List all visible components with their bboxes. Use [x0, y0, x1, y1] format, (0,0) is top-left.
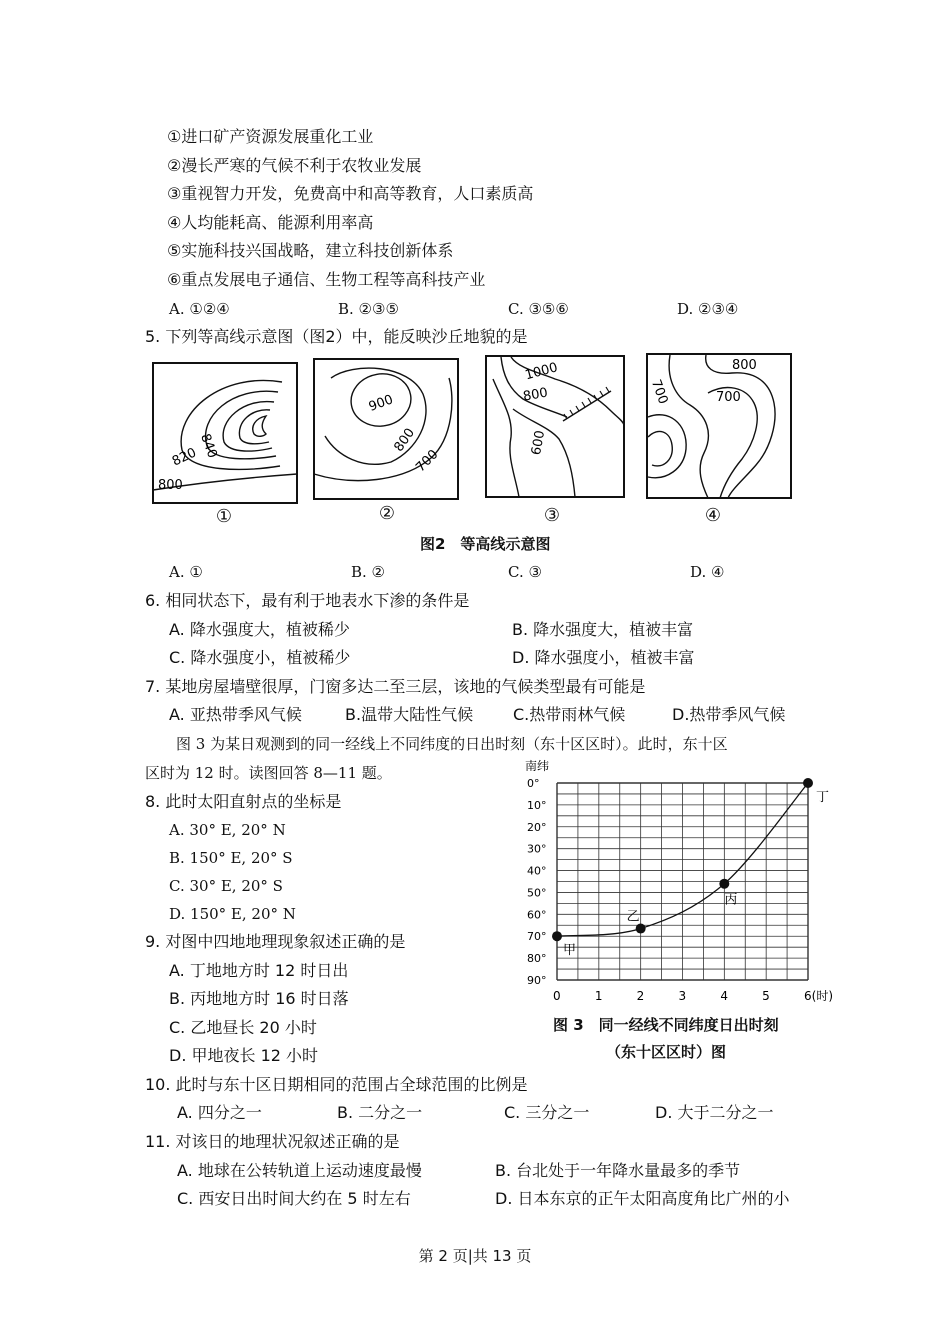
- map2-contour-700: 700: [413, 447, 442, 476]
- q6-stem: 6. 相同状态下，最有利于地表水下渗的条件是: [145, 591, 470, 610]
- figure3-chart: [515, 752, 850, 1010]
- intro-line-2: 区时为 12 时。读图回答 8—11 题。: [145, 764, 392, 782]
- chart-grid: [557, 783, 808, 980]
- map4-contour-700-left: 700: [647, 377, 671, 407]
- q4-option-a: A. ①②④: [169, 300, 230, 318]
- y-tick-label: 90°: [527, 974, 547, 987]
- map-label-4: ④: [704, 505, 722, 526]
- q11-option-b: B. 台北处于一年降水量最多的季节: [495, 1161, 741, 1180]
- q9-option-b: B. 丙地地方时 16 时日落: [169, 989, 349, 1008]
- figure3-caption-line-2: （东十区区时）图: [606, 1043, 727, 1061]
- q4-item-5: ⑤实施科技兴国战略，建立科技创新体系: [167, 241, 454, 260]
- x-tick-label: 5: [762, 989, 770, 1003]
- q10-option-b: B. 二分之一: [337, 1103, 423, 1122]
- q8-option-c: C. 30° E, 20° S: [169, 877, 283, 895]
- map1-contour-800: 800: [158, 478, 183, 493]
- data-point-label: 乙: [626, 909, 640, 925]
- q7-stem: 7. 某地房屋墙壁很厚，门窗多达二至三层，该地的气候类型最有可能是: [145, 677, 646, 696]
- y-tick-label: 60°: [527, 908, 547, 922]
- q9-option-c: C. 乙地昼长 20 小时: [169, 1018, 317, 1037]
- y-tick-label: 40°: [527, 864, 547, 878]
- map3-contour-800: 800: [521, 385, 549, 405]
- x-tick-label: 4: [720, 989, 728, 1003]
- map4-contour-700-right: 700: [716, 390, 741, 405]
- q9-option-d: D. 甲地夜长 12 小时: [169, 1046, 319, 1065]
- x-tick-label: 0: [553, 989, 561, 1003]
- q4-option-d: D. ②③④: [677, 300, 739, 318]
- contour-map-4: [646, 353, 792, 499]
- map3-contour-600: 600: [529, 429, 549, 457]
- map3-contour-1000: 1000: [523, 360, 560, 384]
- map1-contour-820: 820: [169, 445, 199, 470]
- q5-stem: 5. 下列等高线示意图（图2）中，能反映沙丘地貌的是: [145, 327, 528, 346]
- data-point-label: 甲: [563, 943, 577, 959]
- map2-contour-800: 800: [391, 425, 418, 455]
- x-tick-labels: [553, 988, 833, 1003]
- q8-option-d: D. 150° E, 20° N: [169, 905, 296, 923]
- q4-item-2: ②漫长严寒的气候不利于农牧业发展: [167, 156, 422, 175]
- q6-option-a: A. 降水强度大，植被稀少: [169, 620, 350, 639]
- q4-item-1: ①进口矿产资源发展重化工业: [167, 127, 374, 146]
- y-axis-title: 南纬: [525, 759, 550, 773]
- q5-option-a: A. ①: [169, 563, 203, 581]
- y-tick-labels: [527, 777, 547, 987]
- q11-stem: 11. 对该日的地理状况叙述正确的是: [145, 1132, 400, 1151]
- q9-option-a: A. 丁地地方时 12 时日出: [169, 961, 349, 980]
- q7-option-a: A. 亚热带季风气候: [169, 705, 302, 724]
- map-label-2: ②: [378, 503, 396, 524]
- q7-option-b: B.温带大陆性气候: [345, 705, 474, 724]
- q7-option-c: C.热带雨林气候: [513, 705, 626, 724]
- y-tick-label: 30°: [527, 842, 547, 856]
- q6-option-b: B. 降水强度大，植被丰富: [512, 620, 694, 639]
- q8-stem: 8. 此时太阳直射点的坐标是: [145, 792, 342, 811]
- q10-stem: 10. 此时与东十区日期相同的范围占全球范围的比例是: [145, 1075, 528, 1094]
- y-tick-label: 10°: [527, 798, 547, 812]
- x-tick-label: 6(时): [804, 989, 833, 1003]
- y-tick-label: 50°: [527, 886, 547, 900]
- q5-option-d: D. ④: [690, 563, 725, 581]
- page-footer: 第 2 页|共 13 页: [418, 1247, 532, 1265]
- figure2-caption: 图2 等高线示意图: [420, 535, 551, 553]
- q11-option-c: C. 西安日出时间大约在 5 时左右: [177, 1189, 411, 1208]
- contour-map-2: [313, 358, 459, 500]
- contour-map-1: [152, 362, 298, 504]
- x-tick-label: 1: [594, 989, 603, 1003]
- q6-option-d: D. 降水强度小，植被丰富: [512, 648, 695, 667]
- y-tick-label: 0°: [527, 777, 540, 790]
- y-tick-label: 80°: [527, 952, 547, 966]
- q10-option-c: C. 三分之一: [504, 1103, 590, 1122]
- q4-item-3: ③重视智力开发，免费高中和高等教育，人口素质高: [167, 184, 534, 203]
- data-point-label: 丁: [816, 790, 830, 805]
- q11-option-a: A. 地球在公转轨道上运动速度最慢: [177, 1161, 422, 1180]
- q9-stem: 9. 对图中四地地理现象叙述正确的是: [145, 932, 406, 951]
- x-tick-label: 3: [678, 989, 687, 1003]
- q4-item-4: ④人均能耗高、能源利用率高: [167, 213, 374, 232]
- q4-option-c: C. ③⑤⑥: [508, 300, 569, 318]
- figure3-svg: [515, 752, 850, 1010]
- map1-contour-840: 840: [197, 431, 220, 461]
- data-point: [552, 931, 562, 941]
- q6-option-c: C. 降水强度小，植被稀少: [169, 648, 351, 667]
- data-point: [719, 879, 729, 889]
- y-tick-label: 20°: [527, 820, 547, 834]
- data-point: [803, 778, 813, 788]
- q10-option-a: A. 四分之一: [177, 1103, 262, 1122]
- data-point-label: 丙: [724, 892, 738, 908]
- q5-option-c: C. ③: [508, 563, 542, 581]
- contour-map-3: [485, 355, 625, 498]
- q7-option-d: D.热带季风气候: [672, 705, 786, 724]
- intro-line-1: 图 3 为某日观测到的同一经线上不同纬度的日出时刻（东十区区时）。此时，东十区: [176, 735, 728, 753]
- q4-item-6: ⑥重点发展电子通信、生物工程等高科技产业: [167, 270, 486, 289]
- data-point: [636, 924, 646, 934]
- y-tick-label: 70°: [527, 930, 547, 944]
- q10-option-d: D. 大于二分之一: [655, 1103, 774, 1122]
- q11-option-d: D. 日本东京的正午太阳高度角比广州的小: [495, 1189, 790, 1208]
- q5-option-b: B. ②: [351, 563, 386, 581]
- map-label-1: ①: [215, 506, 233, 527]
- q8-option-a: A. 30° E, 20° N: [169, 821, 286, 839]
- q8-option-b: B. 150° E, 20° S: [169, 849, 293, 867]
- figure3-caption-line-1: 图 3 同一经线不同纬度日出时刻: [553, 1016, 779, 1034]
- map4-contour-800: 800: [732, 358, 757, 373]
- map-label-3: ③: [543, 505, 561, 526]
- q4-option-b: B. ②③⑤: [338, 300, 399, 318]
- x-tick-label: 2: [636, 989, 645, 1003]
- map2-contour-900: 900: [366, 392, 396, 415]
